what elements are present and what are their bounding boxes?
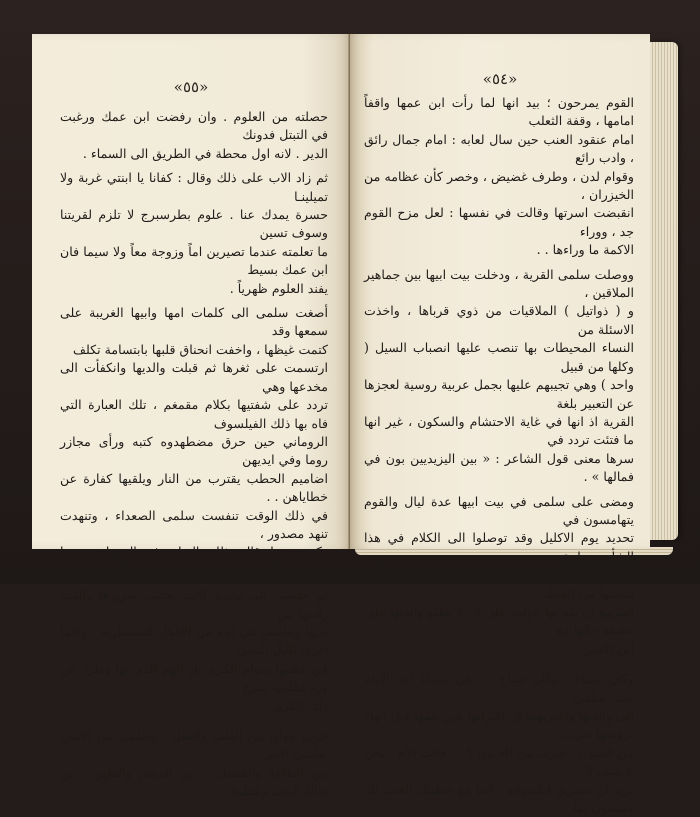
- text-line: ما تعلمته عندما تصيرين اماً وزوجة معاً ولا سيما فان ابن عمك بسيط: [60, 243, 328, 278]
- text-line: حرب عوان بين القلب والعقل . وسلمى بين الاثنين تقاسي الالم: [60, 728, 328, 762]
- text-line: كتمت غيظها ، واخفت انحناق قلبها بابتسامة تكلف: [72, 341, 328, 357]
- text-line: وقوام لدن ، وطرف غضيض ، وخصر كأن عظامه من الخيزران ،: [364, 168, 634, 203]
- page-edges: [650, 42, 678, 540]
- text-line: وعلى مسمع منها . الا انها تدبرت للامر ، وحيطة لنفسها من الخطب: [364, 567, 634, 601]
- paragraph: [364, 670, 634, 817]
- text-line: في ذلك الوقت تنفست سلمى الصعداء ، وتنهدت تنهد مصدور ،: [60, 507, 328, 541]
- text-line: ثم زاد الاب على ذلك وقال : كفانا يا ابنتي غربة ولا تميلينـا: [60, 170, 328, 204]
- text-line: القوم يمرحون ؛ بيد انها لما رأت ابن عمها واقفاً امامها ، وقفة الثعلب: [364, 95, 634, 129]
- text-line: الاكمة ما وراءها . .: [536, 242, 634, 258]
- left-page-number: «٥٥»: [173, 78, 209, 96]
- text-line: انقبضت اسرتها وقالت في نفسها : لعل مزح القوم جد ، ووراء: [364, 205, 634, 239]
- text-line: تحديد يوم الاكليل وقد توصلوا الى الكلام في هذا الشأن صراحة: [364, 530, 634, 564]
- text-line: المزمع ان يلم بها عولت على ان لا تطلع والديها على حقيقة حالها مع: [364, 603, 634, 638]
- text-line: و ( ذواتيل ) الملاقيات من ذوي قرباها ، واخذت الاسئلة من: [364, 303, 634, 337]
- text-line: ووصلت سلمى القرية ، ودخلت بيت ابيها بين جماهير الملاقين ،: [364, 266, 634, 301]
- text-line: ارتسمت على ثغرها ثم قبلت والديها وانكفأت الى مخدعها وهي: [60, 360, 328, 394]
- text-line: من الجنون ـ ضرب من الجنون ؟ . . قالت الام . نحن يا بنيتي لا: [364, 744, 634, 779]
- text-line: الى والديها واخبرتهما ان اقترانها بابن عمها قبل انهاء دروسها ضرب: [364, 708, 634, 742]
- text-line: القرية اذ انها في غاية الاحتشام والسكون ، غير انها ما فتئت تردد في: [364, 413, 634, 448]
- text-line: ثم جلست الى مائدة كانت بجانب سريرها والقت رأسها بين: [60, 587, 328, 621]
- text-line: في جفنيها سوام الكرى ثار الهم الذي بها وطرد عن ورد مقلتيها سرح: [60, 660, 328, 695]
- text-line: ابن الامير .: [577, 640, 634, 656]
- paragraph: [364, 493, 634, 659]
- text-line: النساء المحيطات بها تنصب عليها انصباب السيل ( وكلها من قبيل: [364, 340, 634, 374]
- text-line: بين الطاعة والعصيان ، بين الدنس والطهر ، بين نذالة التقيد وعظمة: [60, 764, 328, 799]
- text-line: واحد ) وهي تجيبهم عليها بجمل عربية روسية لعجزها عن التعبير بلغة: [364, 377, 634, 411]
- text-line: الدير . لانه اول محطة في الطريق الى السماء .: [82, 145, 328, 161]
- paragraph: [364, 266, 634, 487]
- paragraph: [60, 169, 328, 298]
- paragraph: [364, 94, 634, 260]
- text-line: يديها وغاصت في لجة من الافكار المضطربة . وكلما اغرى الليل الثقيل: [60, 623, 328, 658]
- text-line: تردد على شفتيها بكلام مقمغم ، تلك العبارة التي فاه بها ذلك الفيلسوف: [60, 397, 328, 431]
- text-line: سرها معنى قول الشاعر : « بين اليزيديين بون في فمالها » .: [364, 450, 634, 485]
- left-page: [32, 34, 350, 799]
- text-line: حصلته من العلوم . وان رفضت ابن عمك ورغبت في التبتل فدونك: [60, 109, 328, 143]
- text-line: يفند العلوم ظهرياً .: [229, 280, 328, 296]
- text-line: حسرة يمدك عنا . علوم بطرسبرج لا تلزم لقريتنا وسوف تسين: [60, 207, 328, 241]
- paragraph: [60, 586, 328, 715]
- right-page: [350, 34, 650, 816]
- text-line: أصغت سلمى الى كلمات امها وابيها الغريبة على سمعها وقد: [60, 305, 328, 339]
- text-line: امام عنقود العنب حين سال لعابه : امام جمال رائق ، وادب رائع: [364, 131, 634, 166]
- right-page-number: «٥٤»: [482, 70, 518, 88]
- text-line: اضاميم الحطب يقترب من النار ويلقيها كفارة عن خطاياهن . .: [60, 470, 328, 505]
- text-line: تريد ان تصيري فيلسوفة . لاننا مع خطيبك الحمد لله مقتنعون بما: [364, 781, 634, 816]
- paragraph: [60, 108, 328, 163]
- right-page-text: [364, 94, 634, 817]
- text-line: ومضى على سلمى في بيت ابيها عدة ليال والقوم يتهامسون في: [364, 493, 634, 527]
- paragraph: [60, 727, 328, 801]
- paragraph: [60, 304, 328, 580]
- text-line: وكان مساء ، وكان صباح . . في مساء احد الايام خلت سلمى: [364, 671, 634, 705]
- text-line: ذلك الكرى . .: [256, 697, 328, 713]
- text-line: الروماني حين حرق مضطهدوه كتبه ورأى مجازر روما وفي ايديهن: [60, 433, 328, 468]
- left-page-text: [60, 108, 328, 801]
- open-book: [10, 12, 694, 816]
- text-line: وكررت ما قاله ذلك الفيلسوف الروماني : يا للبساطة المقدسة . . .: [60, 544, 328, 578]
